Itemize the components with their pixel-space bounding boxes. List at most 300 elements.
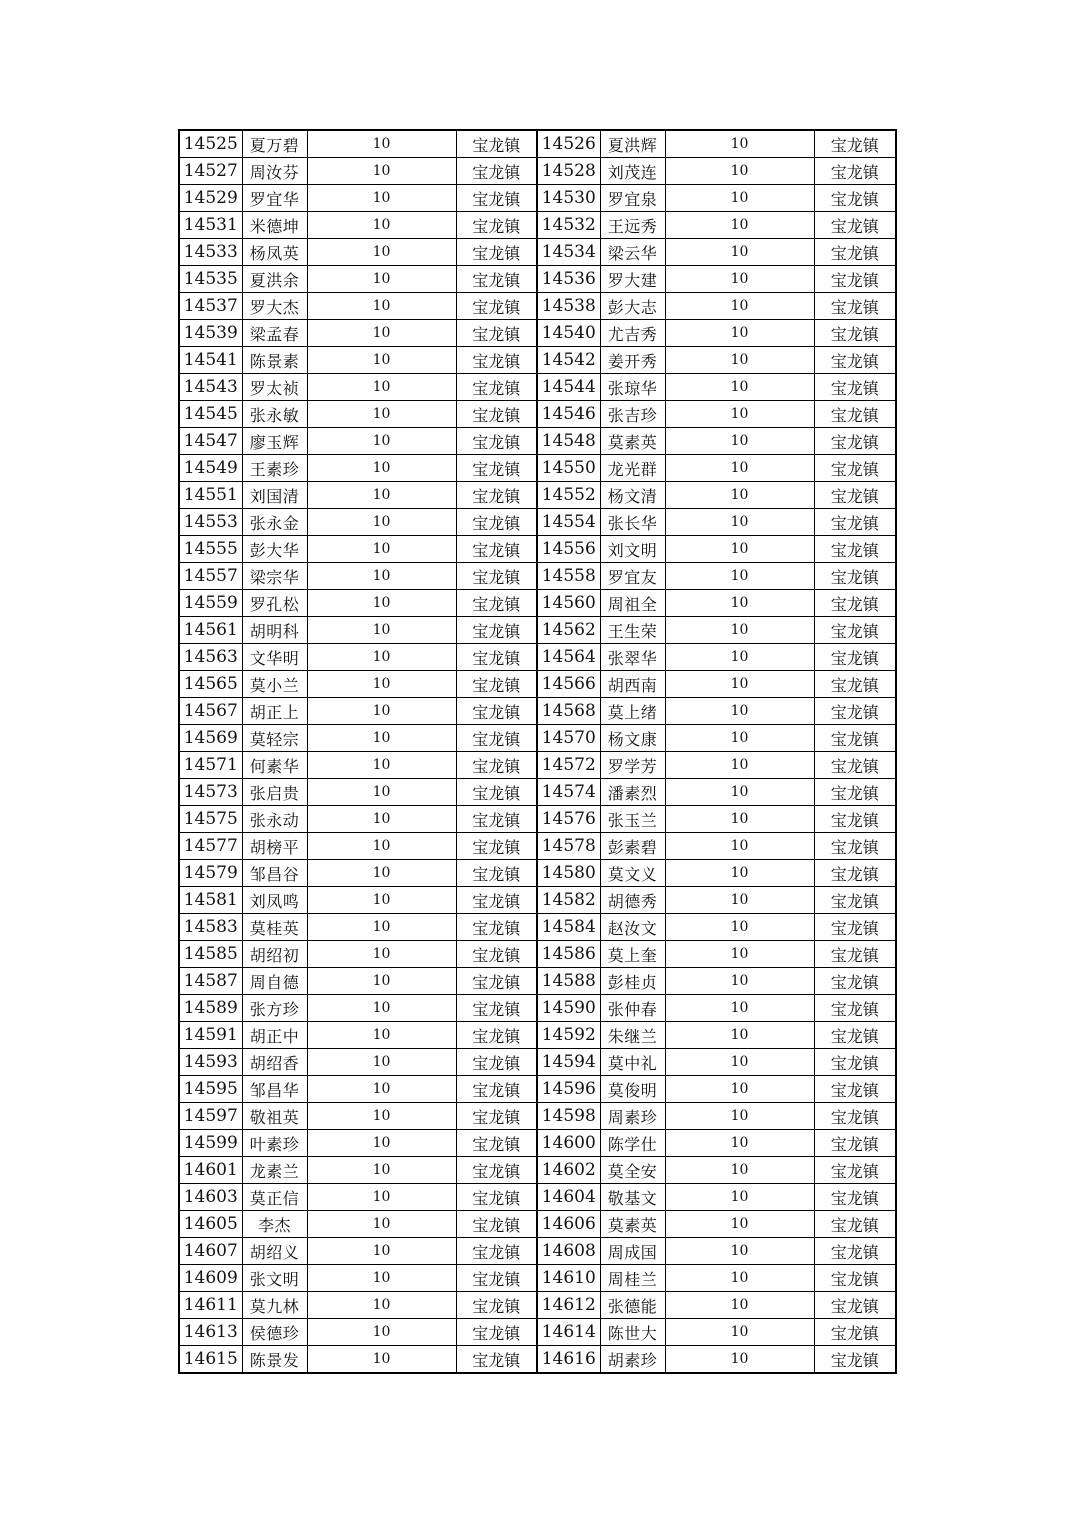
id-cell: 14556 [537, 536, 600, 563]
name-cell: 夏洪余 [242, 266, 307, 293]
amount-cell: 10 [665, 320, 814, 347]
table-row [179, 1076, 896, 1103]
town-cell: 宝龙镇 [456, 185, 537, 212]
name-cell: 杨文康 [600, 725, 665, 752]
name-cell: 周祖全 [600, 590, 665, 617]
table-row [179, 1265, 896, 1292]
amount-cell: 10 [665, 860, 814, 887]
id-cell: 14589 [179, 995, 242, 1022]
id-cell: 14550 [537, 455, 600, 482]
town-cell: 宝龙镇 [814, 1076, 896, 1103]
name-cell: 王素珍 [242, 455, 307, 482]
town-cell: 宝龙镇 [456, 1049, 537, 1076]
id-cell: 14602 [537, 1157, 600, 1184]
town-cell: 宝龙镇 [456, 455, 537, 482]
amount-cell: 10 [665, 725, 814, 752]
amount-cell: 10 [307, 1076, 456, 1103]
amount-cell: 10 [307, 536, 456, 563]
id-cell: 14540 [537, 320, 600, 347]
id-cell: 14583 [179, 914, 242, 941]
name-cell: 王生荣 [600, 617, 665, 644]
name-cell: 胡明科 [242, 617, 307, 644]
town-cell: 宝龙镇 [814, 1022, 896, 1049]
town-cell: 宝龙镇 [456, 860, 537, 887]
id-cell: 14590 [537, 995, 600, 1022]
table-row [179, 995, 896, 1022]
id-cell: 14584 [537, 914, 600, 941]
town-cell: 宝龙镇 [814, 617, 896, 644]
town-cell: 宝龙镇 [814, 185, 896, 212]
amount-cell: 10 [307, 212, 456, 239]
table-row [179, 1130, 896, 1157]
amount-cell: 10 [665, 401, 814, 428]
amount-cell: 10 [307, 1211, 456, 1238]
name-cell: 罗宜华 [242, 185, 307, 212]
town-cell: 宝龙镇 [456, 1130, 537, 1157]
id-cell: 14596 [537, 1076, 600, 1103]
town-cell: 宝龙镇 [814, 293, 896, 320]
id-cell: 14606 [537, 1211, 600, 1238]
table-row [179, 887, 896, 914]
amount-cell: 10 [307, 725, 456, 752]
id-cell: 14530 [537, 185, 600, 212]
name-cell: 彭桂贞 [600, 968, 665, 995]
id-cell: 14603 [179, 1184, 242, 1211]
amount-cell: 10 [307, 347, 456, 374]
id-cell: 14591 [179, 1022, 242, 1049]
amount-cell: 10 [307, 293, 456, 320]
amount-cell: 10 [665, 1319, 814, 1346]
town-cell: 宝龙镇 [814, 698, 896, 725]
amount-cell: 10 [665, 1049, 814, 1076]
name-cell: 张永敏 [242, 401, 307, 428]
town-cell: 宝龙镇 [814, 779, 896, 806]
name-cell: 邹昌谷 [242, 860, 307, 887]
roster-table [178, 129, 897, 1374]
id-cell: 14585 [179, 941, 242, 968]
town-cell: 宝龙镇 [814, 1184, 896, 1211]
town-cell: 宝龙镇 [456, 347, 537, 374]
town-cell: 宝龙镇 [456, 320, 537, 347]
id-cell: 14607 [179, 1238, 242, 1265]
id-cell: 14551 [179, 482, 242, 509]
table-row [179, 644, 896, 671]
town-cell: 宝龙镇 [814, 1319, 896, 1346]
name-cell: 张文明 [242, 1265, 307, 1292]
id-cell: 14605 [179, 1211, 242, 1238]
table-row [179, 806, 896, 833]
town-cell: 宝龙镇 [456, 1265, 537, 1292]
id-cell: 14601 [179, 1157, 242, 1184]
table-row [179, 1319, 896, 1346]
amount-cell: 10 [665, 1157, 814, 1184]
name-cell: 廖玉辉 [242, 428, 307, 455]
id-cell: 14531 [179, 212, 242, 239]
table-row [179, 725, 896, 752]
name-cell: 胡正中 [242, 1022, 307, 1049]
name-cell: 周成国 [600, 1238, 665, 1265]
name-cell: 杨凤英 [242, 239, 307, 266]
name-cell: 莫小兰 [242, 671, 307, 698]
table-row [179, 590, 896, 617]
name-cell: 刘国清 [242, 482, 307, 509]
town-cell: 宝龙镇 [456, 644, 537, 671]
table-row [179, 563, 896, 590]
town-cell: 宝龙镇 [456, 130, 537, 158]
table-row [179, 482, 896, 509]
name-cell: 张吉珍 [600, 401, 665, 428]
name-cell: 周桂兰 [600, 1265, 665, 1292]
town-cell: 宝龙镇 [814, 347, 896, 374]
name-cell: 胡绍义 [242, 1238, 307, 1265]
amount-cell: 10 [307, 1157, 456, 1184]
name-cell: 莫上奎 [600, 941, 665, 968]
amount-cell: 10 [665, 1103, 814, 1130]
id-cell: 14565 [179, 671, 242, 698]
name-cell: 周素珍 [600, 1103, 665, 1130]
id-cell: 14609 [179, 1265, 242, 1292]
amount-cell: 10 [307, 995, 456, 1022]
id-cell: 14593 [179, 1049, 242, 1076]
table-row [179, 1049, 896, 1076]
amount-cell: 10 [307, 806, 456, 833]
id-cell: 14587 [179, 968, 242, 995]
id-cell: 14616 [537, 1346, 600, 1374]
town-cell: 宝龙镇 [456, 698, 537, 725]
town-cell: 宝龙镇 [814, 1265, 896, 1292]
name-cell: 罗大建 [600, 266, 665, 293]
id-cell: 14586 [537, 941, 600, 968]
town-cell: 宝龙镇 [456, 671, 537, 698]
town-cell: 宝龙镇 [456, 725, 537, 752]
town-cell: 宝龙镇 [814, 130, 896, 158]
id-cell: 14574 [537, 779, 600, 806]
amount-cell: 10 [665, 158, 814, 185]
amount-cell: 10 [307, 860, 456, 887]
id-cell: 14557 [179, 563, 242, 590]
name-cell: 罗太祯 [242, 374, 307, 401]
table-row [179, 428, 896, 455]
town-cell: 宝龙镇 [456, 1211, 537, 1238]
name-cell: 刘文明 [600, 536, 665, 563]
id-cell: 14570 [537, 725, 600, 752]
name-cell: 胡西南 [600, 671, 665, 698]
name-cell: 彭素碧 [600, 833, 665, 860]
name-cell: 刘茂连 [600, 158, 665, 185]
id-cell: 14599 [179, 1130, 242, 1157]
town-cell: 宝龙镇 [814, 752, 896, 779]
name-cell: 罗学芳 [600, 752, 665, 779]
id-cell: 14567 [179, 698, 242, 725]
name-cell: 潘素烈 [600, 779, 665, 806]
town-cell: 宝龙镇 [814, 563, 896, 590]
name-cell: 夏洪辉 [600, 130, 665, 158]
id-cell: 14613 [179, 1319, 242, 1346]
table-row [179, 401, 896, 428]
town-cell: 宝龙镇 [456, 968, 537, 995]
town-cell: 宝龙镇 [456, 212, 537, 239]
town-cell: 宝龙镇 [814, 212, 896, 239]
amount-cell: 10 [665, 779, 814, 806]
name-cell: 梁孟春 [242, 320, 307, 347]
amount-cell: 10 [665, 185, 814, 212]
amount-cell: 10 [307, 833, 456, 860]
town-cell: 宝龙镇 [814, 320, 896, 347]
town-cell: 宝龙镇 [456, 1292, 537, 1319]
id-cell: 14615 [179, 1346, 242, 1374]
amount-cell: 10 [307, 1292, 456, 1319]
town-cell: 宝龙镇 [814, 536, 896, 563]
amount-cell: 10 [665, 590, 814, 617]
id-cell: 14611 [179, 1292, 242, 1319]
town-cell: 宝龙镇 [814, 374, 896, 401]
name-cell: 文华明 [242, 644, 307, 671]
table-row [179, 968, 896, 995]
id-cell: 14548 [537, 428, 600, 455]
amount-cell: 10 [307, 266, 456, 293]
amount-cell: 10 [665, 536, 814, 563]
town-cell: 宝龙镇 [456, 1346, 537, 1374]
id-cell: 14541 [179, 347, 242, 374]
id-cell: 14555 [179, 536, 242, 563]
id-cell: 14533 [179, 239, 242, 266]
id-cell: 14597 [179, 1103, 242, 1130]
amount-cell: 10 [665, 833, 814, 860]
id-cell: 14592 [537, 1022, 600, 1049]
table-row [179, 158, 896, 185]
id-cell: 14578 [537, 833, 600, 860]
amount-cell: 10 [665, 509, 814, 536]
amount-cell: 10 [307, 320, 456, 347]
town-cell: 宝龙镇 [456, 914, 537, 941]
amount-cell: 10 [307, 671, 456, 698]
town-cell: 宝龙镇 [814, 644, 896, 671]
town-cell: 宝龙镇 [456, 1103, 537, 1130]
name-cell: 张玉兰 [600, 806, 665, 833]
id-cell: 14554 [537, 509, 600, 536]
table-row [179, 239, 896, 266]
town-cell: 宝龙镇 [814, 887, 896, 914]
town-cell: 宝龙镇 [456, 887, 537, 914]
town-cell: 宝龙镇 [456, 374, 537, 401]
town-cell: 宝龙镇 [814, 1292, 896, 1319]
id-cell: 14534 [537, 239, 600, 266]
name-cell: 莫桂英 [242, 914, 307, 941]
table-row [179, 779, 896, 806]
table-row [179, 509, 896, 536]
amount-cell: 10 [307, 401, 456, 428]
table-row [179, 941, 896, 968]
name-cell: 胡绍初 [242, 941, 307, 968]
name-cell: 张方珍 [242, 995, 307, 1022]
town-cell: 宝龙镇 [456, 1157, 537, 1184]
amount-cell: 10 [307, 1346, 456, 1374]
id-cell: 14526 [537, 130, 600, 158]
id-cell: 14576 [537, 806, 600, 833]
id-cell: 14572 [537, 752, 600, 779]
amount-cell: 10 [665, 995, 814, 1022]
id-cell: 14600 [537, 1130, 600, 1157]
amount-cell: 10 [307, 130, 456, 158]
name-cell: 周汝芬 [242, 158, 307, 185]
amount-cell: 10 [665, 1238, 814, 1265]
name-cell: 莫九林 [242, 1292, 307, 1319]
amount-cell: 10 [307, 1319, 456, 1346]
name-cell: 莫文义 [600, 860, 665, 887]
town-cell: 宝龙镇 [456, 563, 537, 590]
table-row [179, 185, 896, 212]
id-cell: 14536 [537, 266, 600, 293]
table-row [179, 212, 896, 239]
amount-cell: 10 [665, 617, 814, 644]
name-cell: 莫中礼 [600, 1049, 665, 1076]
town-cell: 宝龙镇 [456, 158, 537, 185]
name-cell: 胡德秀 [600, 887, 665, 914]
amount-cell: 10 [665, 212, 814, 239]
amount-cell: 10 [307, 752, 456, 779]
table-row [179, 617, 896, 644]
table-body [179, 130, 896, 1373]
id-cell: 14604 [537, 1184, 600, 1211]
name-cell: 邹昌华 [242, 1076, 307, 1103]
id-cell: 14563 [179, 644, 242, 671]
town-cell: 宝龙镇 [456, 482, 537, 509]
town-cell: 宝龙镇 [456, 401, 537, 428]
town-cell: 宝龙镇 [456, 617, 537, 644]
name-cell: 彭大华 [242, 536, 307, 563]
table-row [179, 1157, 896, 1184]
id-cell: 14558 [537, 563, 600, 590]
town-cell: 宝龙镇 [456, 1319, 537, 1346]
name-cell: 罗大杰 [242, 293, 307, 320]
name-cell: 张德能 [600, 1292, 665, 1319]
amount-cell: 10 [307, 1265, 456, 1292]
id-cell: 14571 [179, 752, 242, 779]
amount-cell: 10 [307, 644, 456, 671]
id-cell: 14542 [537, 347, 600, 374]
id-cell: 14564 [537, 644, 600, 671]
town-cell: 宝龙镇 [814, 158, 896, 185]
id-cell: 14553 [179, 509, 242, 536]
name-cell: 朱继兰 [600, 1022, 665, 1049]
name-cell: 敬基文 [600, 1184, 665, 1211]
amount-cell: 10 [665, 671, 814, 698]
town-cell: 宝龙镇 [814, 968, 896, 995]
table-row [179, 671, 896, 698]
town-cell: 宝龙镇 [456, 1184, 537, 1211]
id-cell: 14539 [179, 320, 242, 347]
table-row [179, 266, 896, 293]
amount-cell: 10 [307, 1130, 456, 1157]
id-cell: 14528 [537, 158, 600, 185]
id-cell: 14562 [537, 617, 600, 644]
id-cell: 14595 [179, 1076, 242, 1103]
town-cell: 宝龙镇 [814, 914, 896, 941]
amount-cell: 10 [307, 1049, 456, 1076]
id-cell: 14594 [537, 1049, 600, 1076]
name-cell: 刘凤鸣 [242, 887, 307, 914]
name-cell: 敬祖英 [242, 1103, 307, 1130]
town-cell: 宝龙镇 [814, 806, 896, 833]
table-row [179, 1238, 896, 1265]
name-cell: 姜开秀 [600, 347, 665, 374]
town-cell: 宝龙镇 [814, 401, 896, 428]
name-cell: 侯德珍 [242, 1319, 307, 1346]
town-cell: 宝龙镇 [456, 428, 537, 455]
id-cell: 14588 [537, 968, 600, 995]
amount-cell: 10 [307, 698, 456, 725]
town-cell: 宝龙镇 [456, 779, 537, 806]
id-cell: 14614 [537, 1319, 600, 1346]
table-row [179, 914, 896, 941]
name-cell: 莫俊明 [600, 1076, 665, 1103]
id-cell: 14579 [179, 860, 242, 887]
amount-cell: 10 [307, 1184, 456, 1211]
town-cell: 宝龙镇 [814, 509, 896, 536]
name-cell: 何素华 [242, 752, 307, 779]
amount-cell: 10 [307, 914, 456, 941]
name-cell: 陈景发 [242, 1346, 307, 1374]
amount-cell: 10 [665, 806, 814, 833]
amount-cell: 10 [665, 1130, 814, 1157]
id-cell: 14545 [179, 401, 242, 428]
amount-cell: 10 [665, 239, 814, 266]
name-cell: 莫正信 [242, 1184, 307, 1211]
amount-cell: 10 [665, 374, 814, 401]
name-cell: 龙光群 [600, 455, 665, 482]
id-cell: 14552 [537, 482, 600, 509]
town-cell: 宝龙镇 [814, 455, 896, 482]
name-cell: 胡绍香 [242, 1049, 307, 1076]
name-cell: 罗孔松 [242, 590, 307, 617]
id-cell: 14612 [537, 1292, 600, 1319]
amount-cell: 10 [307, 1238, 456, 1265]
table-row [179, 752, 896, 779]
amount-cell: 10 [307, 374, 456, 401]
amount-cell: 10 [665, 482, 814, 509]
table-row [179, 1211, 896, 1238]
name-cell: 陈学仕 [600, 1130, 665, 1157]
name-cell: 张琼华 [600, 374, 665, 401]
id-cell: 14582 [537, 887, 600, 914]
table-row [179, 374, 896, 401]
amount-cell: 10 [665, 752, 814, 779]
amount-cell: 10 [665, 428, 814, 455]
amount-cell: 10 [665, 698, 814, 725]
town-cell: 宝龙镇 [456, 239, 537, 266]
id-cell: 14573 [179, 779, 242, 806]
amount-cell: 10 [665, 130, 814, 158]
amount-cell: 10 [665, 1022, 814, 1049]
id-cell: 14547 [179, 428, 242, 455]
id-cell: 14544 [537, 374, 600, 401]
amount-cell: 10 [665, 941, 814, 968]
town-cell: 宝龙镇 [456, 536, 537, 563]
name-cell: 罗宜泉 [600, 185, 665, 212]
town-cell: 宝龙镇 [456, 1022, 537, 1049]
table-row [179, 455, 896, 482]
table-row [179, 1184, 896, 1211]
name-cell: 莫全安 [600, 1157, 665, 1184]
town-cell: 宝龙镇 [814, 1346, 896, 1374]
id-cell: 14575 [179, 806, 242, 833]
table-row [179, 1292, 896, 1319]
town-cell: 宝龙镇 [814, 995, 896, 1022]
id-cell: 14581 [179, 887, 242, 914]
id-cell: 14568 [537, 698, 600, 725]
town-cell: 宝龙镇 [456, 752, 537, 779]
name-cell: 罗宜友 [600, 563, 665, 590]
